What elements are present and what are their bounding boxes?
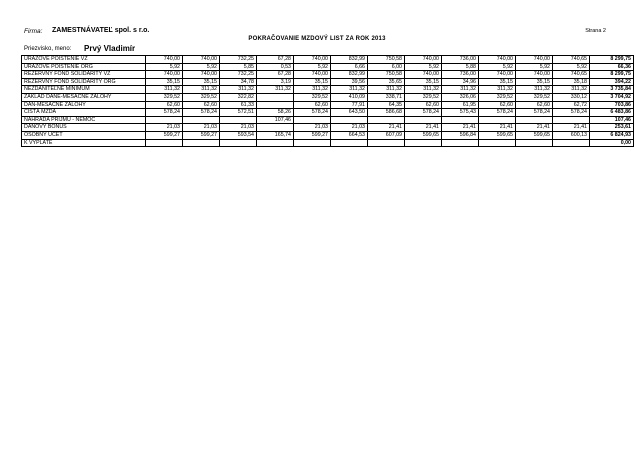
table-row: [22, 124, 634, 132]
month-cell: 599,27: [146, 131, 183, 139]
table-row: [22, 93, 634, 101]
month-cell: 311,32: [405, 86, 442, 94]
month-cell: 578,24: [479, 109, 516, 117]
month-cell: 62,60: [146, 101, 183, 109]
month-cell: 740,00: [405, 56, 442, 64]
document-title: POKRAČOVANIE MZDOVÝ LIST ZA ROK 2013: [248, 36, 386, 42]
month-cell: 21,03: [294, 124, 331, 132]
month-cell: [331, 139, 368, 147]
month-cell: 21,41: [553, 124, 590, 132]
employee-label: Priezvisko, meno:: [24, 46, 72, 52]
month-cell: 607,09: [368, 131, 405, 139]
row-label: NEZDANITEĽNÉ MINIMUM: [22, 86, 146, 94]
month-cell: 5,92: [405, 63, 442, 71]
month-cell: [553, 139, 590, 147]
month-cell: 35,15: [183, 78, 220, 86]
month-cell: 732,25: [220, 71, 257, 79]
month-cell: 35,15: [516, 78, 553, 86]
month-cell: 311,32: [257, 86, 294, 94]
month-cell: 5,92: [146, 63, 183, 71]
row-label: ČISTÁ MZDA: [22, 109, 146, 117]
month-cell: [294, 116, 331, 124]
month-cell: [368, 139, 405, 147]
row-label: ZÁKLAD DANE-MESAČNÉ ZÁLOHY: [22, 93, 146, 101]
month-cell: [442, 139, 479, 147]
month-cell: 750,58: [368, 56, 405, 64]
row-label: NÁHRADA PRÍJMU - NEMOC: [22, 116, 146, 124]
month-cell: 5,92: [516, 63, 553, 71]
month-cell: [368, 116, 405, 124]
month-cell: 740,00: [294, 56, 331, 64]
table-row: [22, 86, 634, 94]
month-cell: 578,24: [405, 109, 442, 117]
month-cell: [479, 139, 516, 147]
month-cell: 832,99: [331, 71, 368, 79]
month-cell: 62,60: [516, 101, 553, 109]
total-cell: 253,61: [590, 124, 634, 132]
month-cell: 311,32: [368, 86, 405, 94]
month-cell: 740,00: [146, 56, 183, 64]
month-cell: 64,35: [368, 101, 405, 109]
month-cell: 62,60: [479, 101, 516, 109]
month-cell: 740,00: [294, 71, 331, 79]
month-cell: [257, 124, 294, 132]
month-cell: 740,00: [183, 71, 220, 79]
row-label: URAZOVÉ POISTENIE ORG: [22, 63, 146, 71]
month-cell: [442, 116, 479, 124]
month-cell: 165,74: [257, 131, 294, 139]
month-cell: 34,78: [220, 78, 257, 86]
month-cell: 326,06: [442, 93, 479, 101]
month-cell: 643,50: [331, 109, 368, 117]
month-cell: 67,28: [257, 71, 294, 79]
total-cell: 3 735,84: [590, 86, 634, 94]
month-cell: 5,88: [442, 63, 479, 71]
month-cell: [479, 116, 516, 124]
total-cell: 66,36: [590, 63, 634, 71]
row-label: REZERVNÝ FOND SOLIDARITY VZ: [22, 71, 146, 79]
month-cell: 572,51: [220, 109, 257, 117]
month-cell: 329,52: [183, 93, 220, 101]
month-cell: 410,09: [331, 93, 368, 101]
month-cell: 338,71: [368, 93, 405, 101]
month-cell: 740,00: [479, 56, 516, 64]
month-cell: 736,00: [442, 56, 479, 64]
month-cell: 62,60: [294, 101, 331, 109]
month-cell: [257, 93, 294, 101]
month-cell: 578,24: [516, 109, 553, 117]
month-cell: 599,27: [294, 131, 331, 139]
total-cell: 8 299,75: [590, 56, 634, 64]
table-row: [22, 63, 634, 71]
table-row: [22, 131, 634, 139]
payroll-body: [22, 56, 634, 147]
table-row: [22, 71, 634, 79]
month-cell: 35,15: [405, 78, 442, 86]
month-cell: [405, 116, 442, 124]
month-cell: 21,41: [368, 124, 405, 132]
month-cell: 35,15: [294, 78, 331, 86]
month-cell: 21,03: [146, 124, 183, 132]
month-cell: 21,41: [442, 124, 479, 132]
month-cell: [331, 116, 368, 124]
month-cell: 5,92: [294, 63, 331, 71]
month-cell: 62,60: [183, 101, 220, 109]
month-cell: 35,15: [479, 78, 516, 86]
month-cell: 736,00: [442, 71, 479, 79]
month-cell: 750,58: [368, 71, 405, 79]
page-number: Strana 2: [585, 28, 606, 34]
month-cell: [294, 139, 331, 147]
month-cell: 6,00: [368, 63, 405, 71]
month-cell: 596,84: [442, 131, 479, 139]
month-cell: 740,00: [405, 71, 442, 79]
month-cell: 5,92: [553, 63, 590, 71]
month-cell: [220, 139, 257, 147]
row-label: OSOBNÝ ÚČET: [22, 131, 146, 139]
payroll-table: [21, 55, 634, 147]
total-cell: 6 483,86: [590, 109, 634, 117]
month-cell: 35,65: [368, 78, 405, 86]
total-cell: 6 824,93: [590, 131, 634, 139]
total-cell: 0,00: [590, 139, 634, 147]
month-cell: [257, 101, 294, 109]
total-cell: 3 704,92: [590, 93, 634, 101]
month-cell: 329,52: [516, 93, 553, 101]
month-cell: [516, 116, 553, 124]
month-cell: 67,28: [257, 56, 294, 64]
total-cell: 8 299,75: [590, 71, 634, 79]
row-label: REZERVNÝ FOND SOLIDARITY ORG: [22, 78, 146, 86]
firm-name: ZAMESTNÁVATEĽ spol. s r.o.: [52, 27, 150, 34]
row-label: DAŇ-MESAČNÉ ZÁLOHY: [22, 101, 146, 109]
month-cell: 5,85: [220, 63, 257, 71]
month-cell: 62,72: [553, 101, 590, 109]
row-label: DAŇOVÝ BONUS: [22, 124, 146, 132]
month-cell: 21,41: [516, 124, 553, 132]
month-cell: 61,33: [220, 101, 257, 109]
month-cell: 578,24: [294, 109, 331, 117]
month-cell: [257, 139, 294, 147]
month-cell: [146, 139, 183, 147]
month-cell: 5,92: [183, 63, 220, 71]
month-cell: [183, 139, 220, 147]
month-cell: 39,56: [331, 78, 368, 86]
month-cell: 311,32: [442, 86, 479, 94]
table-row: [22, 78, 634, 86]
month-cell: 664,53: [331, 131, 368, 139]
month-cell: 311,32: [479, 86, 516, 94]
month-cell: 21,03: [331, 124, 368, 132]
month-cell: 62,60: [405, 101, 442, 109]
month-cell: 578,24: [146, 109, 183, 117]
month-cell: 21,03: [220, 124, 257, 132]
month-cell: 832,99: [331, 56, 368, 64]
month-cell: 740,00: [183, 56, 220, 64]
firm-label: Firma:: [24, 28, 43, 35]
month-cell: 0,53: [257, 63, 294, 71]
month-cell: 311,32: [220, 86, 257, 94]
month-cell: 5,92: [479, 63, 516, 71]
month-cell: 3,19: [257, 78, 294, 86]
month-cell: 6,66: [331, 63, 368, 71]
month-cell: 58,26: [257, 109, 294, 117]
month-cell: [405, 139, 442, 147]
month-cell: 593,54: [220, 131, 257, 139]
month-cell: 740,65: [553, 56, 590, 64]
total-cell: 394,22: [590, 78, 634, 86]
row-label: K VÝPLATE: [22, 139, 146, 147]
month-cell: 21,03: [183, 124, 220, 132]
month-cell: 740,00: [146, 71, 183, 79]
month-cell: 35,15: [146, 78, 183, 86]
month-cell: 329,52: [405, 93, 442, 101]
month-cell: 578,24: [183, 109, 220, 117]
month-cell: 311,32: [294, 86, 331, 94]
month-cell: 311,32: [553, 86, 590, 94]
month-cell: [146, 116, 183, 124]
month-cell: 35,18: [553, 78, 590, 86]
month-cell: 329,52: [146, 93, 183, 101]
month-cell: [220, 116, 257, 124]
month-cell: 21,41: [479, 124, 516, 132]
table-row: [22, 56, 634, 64]
month-cell: 740,65: [553, 71, 590, 79]
month-cell: 77,91: [331, 101, 368, 109]
month-cell: 329,52: [294, 93, 331, 101]
month-cell: 330,12: [553, 93, 590, 101]
month-cell: 107,46: [257, 116, 294, 124]
employee-name: Prvý Vladimír: [84, 44, 136, 53]
total-cell: 703,86: [590, 101, 634, 109]
month-cell: 61,95: [442, 101, 479, 109]
month-cell: 599,27: [183, 131, 220, 139]
month-cell: 21,41: [405, 124, 442, 132]
month-cell: 740,00: [479, 71, 516, 79]
month-cell: 740,00: [516, 56, 553, 64]
month-cell: 578,24: [553, 109, 590, 117]
month-cell: [183, 116, 220, 124]
table-row: [22, 116, 634, 124]
month-cell: 329,52: [479, 93, 516, 101]
row-label: URAZOVÉ POISTENIE VZ: [22, 56, 146, 64]
month-cell: 732,25: [220, 56, 257, 64]
month-cell: 599,65: [405, 131, 442, 139]
month-cell: 311,32: [331, 86, 368, 94]
total-cell: 107,46: [590, 116, 634, 124]
month-cell: 34,96: [442, 78, 479, 86]
table-row: [22, 139, 634, 147]
month-cell: 740,00: [516, 71, 553, 79]
month-cell: [553, 116, 590, 124]
table-row: [22, 109, 634, 117]
month-cell: 586,68: [368, 109, 405, 117]
month-cell: 599,65: [479, 131, 516, 139]
month-cell: 575,43: [442, 109, 479, 117]
month-cell: 311,32: [183, 86, 220, 94]
month-cell: 599,65: [516, 131, 553, 139]
month-cell: 600,13: [553, 131, 590, 139]
month-cell: [516, 139, 553, 147]
month-cell: 311,32: [146, 86, 183, 94]
table-row: [22, 101, 634, 109]
month-cell: 311,32: [516, 86, 553, 94]
month-cell: 322,82: [220, 93, 257, 101]
